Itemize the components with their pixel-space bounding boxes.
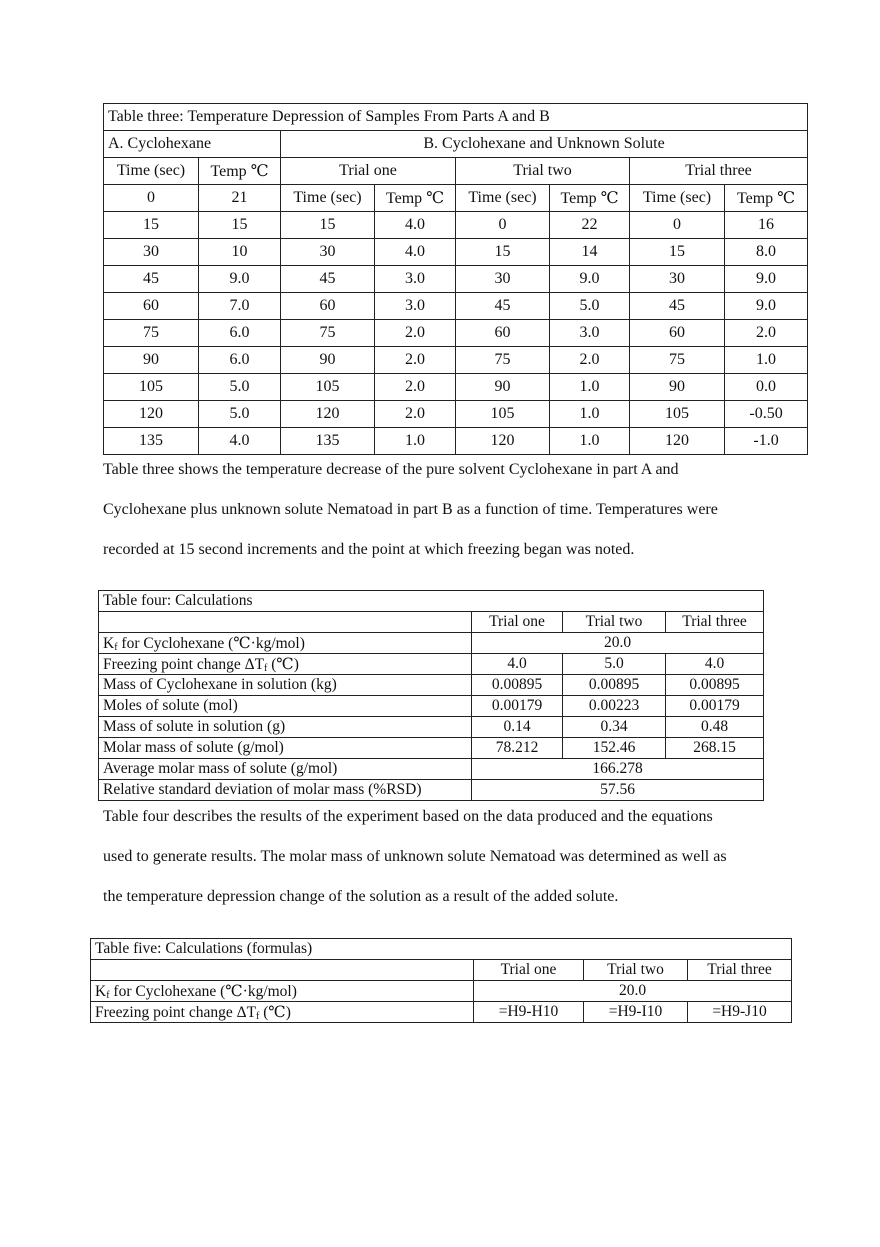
paragraph-line: used to generate results. The molar mass of unknown solute Nematoad was determined as well as bbox=[103, 848, 727, 865]
row-value: 152.46 bbox=[563, 738, 666, 759]
table-cell: 1.0 bbox=[550, 428, 630, 455]
table-cell: 45 bbox=[630, 293, 725, 320]
paragraph-table-four bbox=[103, 808, 793, 928]
table-row bbox=[104, 374, 808, 401]
table-three-title: Table three: Temperature Depression of Samples From Parts A and B bbox=[104, 104, 808, 131]
kf-label-rest: for Cyclohexane (℃·kg/mol) bbox=[109, 982, 297, 1000]
table-cell: -0.50 bbox=[725, 401, 808, 428]
paragraph-line: recorded at 15 second increments and the point at which freezing began was noted. bbox=[103, 541, 635, 558]
table-cell: 16 bbox=[725, 212, 808, 239]
table-cell: 60 bbox=[281, 293, 375, 320]
table-cell: 0.0 bbox=[725, 374, 808, 401]
table-cell: Temp ℃ bbox=[375, 185, 456, 212]
table-cell: 6.0 bbox=[199, 320, 281, 347]
trial-header: Trial two bbox=[456, 158, 630, 185]
rsd-label: Relative standard deviation of molar mass (%RSD) bbox=[99, 780, 472, 801]
table-cell: 90 bbox=[630, 374, 725, 401]
kf-value: 20.0 bbox=[472, 633, 764, 654]
paragraph-line: the temperature depression change of the solution as a result of the added solute. bbox=[103, 888, 619, 905]
formula-value: =H9-J10 bbox=[688, 1002, 792, 1023]
freezing-point-label bbox=[99, 654, 472, 675]
trial-header: Trial one bbox=[472, 612, 563, 633]
table-cell: 5.0 bbox=[550, 293, 630, 320]
kf-label bbox=[91, 981, 474, 1002]
table-cell: 60 bbox=[104, 293, 199, 320]
table-cell: Time (sec) bbox=[630, 185, 725, 212]
table-cell: 45 bbox=[281, 266, 375, 293]
table-cell: 3.0 bbox=[375, 266, 456, 293]
row-value: 78.212 bbox=[472, 738, 563, 759]
row-label: Molar mass of solute (g/mol) bbox=[99, 738, 472, 759]
table-three-body bbox=[104, 185, 808, 455]
table-cell: 2.0 bbox=[375, 320, 456, 347]
empty-cell bbox=[99, 612, 472, 633]
fp-value: 4.0 bbox=[472, 654, 563, 675]
kf-label-k: K bbox=[103, 634, 115, 652]
table-row bbox=[104, 239, 808, 266]
time-header: Time (sec) bbox=[104, 158, 199, 185]
table-row bbox=[104, 185, 808, 212]
fp-label-rest: (℃) bbox=[267, 655, 299, 673]
table-row bbox=[104, 293, 808, 320]
row-value: 0.00895 bbox=[666, 675, 764, 696]
table-cell: 2.0 bbox=[725, 320, 808, 347]
table-cell: 135 bbox=[281, 428, 375, 455]
table-row bbox=[104, 266, 808, 293]
table-cell: 9.0 bbox=[725, 293, 808, 320]
temp-header: Temp ℃ bbox=[199, 158, 281, 185]
trial-header: Trial three bbox=[688, 960, 792, 981]
table-four bbox=[98, 590, 764, 801]
fp-label-main: Freezing point change ΔT bbox=[103, 655, 265, 673]
table-cell: 135 bbox=[104, 428, 199, 455]
table-cell: 105 bbox=[104, 374, 199, 401]
fp-value: 5.0 bbox=[563, 654, 666, 675]
table-cell: 1.0 bbox=[550, 401, 630, 428]
formula-value: =H9-I10 bbox=[584, 1002, 688, 1023]
row-value: 268.15 bbox=[666, 738, 764, 759]
table-cell: 120 bbox=[630, 428, 725, 455]
table-cell: 2.0 bbox=[550, 347, 630, 374]
kf-label-sub: f bbox=[106, 989, 110, 1001]
table-cell: 45 bbox=[104, 266, 199, 293]
table-cell: 0 bbox=[456, 212, 550, 239]
table-cell: -1.0 bbox=[725, 428, 808, 455]
table-cell: 6.0 bbox=[199, 347, 281, 374]
table-row bbox=[104, 428, 808, 455]
table-cell: 105 bbox=[630, 401, 725, 428]
table-cell: 120 bbox=[281, 401, 375, 428]
table-cell: 90 bbox=[456, 374, 550, 401]
table-cell: 0 bbox=[630, 212, 725, 239]
table-cell: 14 bbox=[550, 239, 630, 266]
table-cell: 9.0 bbox=[199, 266, 281, 293]
table-row bbox=[104, 347, 808, 374]
table-cell: Time (sec) bbox=[281, 185, 375, 212]
table-cell: 8.0 bbox=[725, 239, 808, 266]
table-cell: 15 bbox=[199, 212, 281, 239]
table-cell: 30 bbox=[104, 239, 199, 266]
table-cell: 75 bbox=[630, 347, 725, 374]
table-cell: 22 bbox=[550, 212, 630, 239]
table-cell: 60 bbox=[456, 320, 550, 347]
table-cell: 75 bbox=[281, 320, 375, 347]
row-value: 0.00179 bbox=[472, 696, 563, 717]
empty-cell bbox=[91, 960, 474, 981]
table-cell: 75 bbox=[104, 320, 199, 347]
table-cell: 9.0 bbox=[725, 266, 808, 293]
part-a-header: A. Cyclohexane bbox=[104, 131, 281, 158]
table-five bbox=[90, 938, 792, 1023]
table-cell: Time (sec) bbox=[456, 185, 550, 212]
fp-label-sub: f bbox=[256, 1010, 260, 1022]
table-cell: 4.0 bbox=[375, 212, 456, 239]
row-value: 0.00895 bbox=[563, 675, 666, 696]
table-row bbox=[104, 320, 808, 347]
fp-label-main: Freezing point change ΔT bbox=[95, 1003, 257, 1021]
table-cell: 45 bbox=[456, 293, 550, 320]
table-cell: 105 bbox=[456, 401, 550, 428]
table-row bbox=[104, 212, 808, 239]
paragraph-line: Cyclohexane plus unknown solute Nematoad in part B as a function of time. Temperatures were bbox=[103, 501, 718, 518]
table-row bbox=[104, 401, 808, 428]
table-cell: 30 bbox=[281, 239, 375, 266]
kf-label-k: K bbox=[95, 982, 107, 1000]
table-four-title: Table four: Calculations bbox=[99, 591, 764, 612]
table-cell: Temp ℃ bbox=[550, 185, 630, 212]
table-cell: 9.0 bbox=[550, 266, 630, 293]
paragraph-line: Table three shows the temperature decrease of the pure solvent Cyclohexane in part A and bbox=[103, 461, 679, 478]
table-cell: 5.0 bbox=[199, 401, 281, 428]
fp-label-rest: (℃) bbox=[259, 1003, 291, 1021]
table-cell: 105 bbox=[281, 374, 375, 401]
table-cell: 7.0 bbox=[199, 293, 281, 320]
table-cell: 15 bbox=[281, 212, 375, 239]
row-value: 0.48 bbox=[666, 717, 764, 738]
table-cell: 3.0 bbox=[550, 320, 630, 347]
average-label: Average molar mass of solute (g/mol) bbox=[99, 759, 472, 780]
fp-label-sub: f bbox=[264, 662, 268, 674]
table-cell: 0 bbox=[104, 185, 199, 212]
table-cell: 1.0 bbox=[375, 428, 456, 455]
kf-label-sub: f bbox=[114, 641, 118, 653]
table-cell: 120 bbox=[104, 401, 199, 428]
table-three bbox=[103, 103, 808, 455]
kf-label-rest: for Cyclohexane (℃·kg/mol) bbox=[117, 634, 305, 652]
table-cell: 15 bbox=[456, 239, 550, 266]
table-cell: Temp ℃ bbox=[725, 185, 808, 212]
row-label: Mass of solute in solution (g) bbox=[99, 717, 472, 738]
table-cell: 4.0 bbox=[199, 428, 281, 455]
paragraph-line: Table four describes the results of the experiment based on the data produced and the equations bbox=[103, 808, 713, 825]
trial-header: Trial two bbox=[584, 960, 688, 981]
table-cell: 1.0 bbox=[550, 374, 630, 401]
kf-label bbox=[99, 633, 472, 654]
table-cell: 30 bbox=[630, 266, 725, 293]
table-cell: 4.0 bbox=[375, 239, 456, 266]
table-cell: 5.0 bbox=[199, 374, 281, 401]
table-five-title: Table five: Calculations (formulas) bbox=[91, 939, 792, 960]
trial-header: Trial three bbox=[666, 612, 764, 633]
row-value: 0.34 bbox=[563, 717, 666, 738]
row-label: Mass of Cyclohexane in solution (kg) bbox=[99, 675, 472, 696]
trial-header: Trial one bbox=[474, 960, 584, 981]
row-value: 0.00223 bbox=[563, 696, 666, 717]
table-cell: 15 bbox=[630, 239, 725, 266]
table-cell: 75 bbox=[456, 347, 550, 374]
table-cell: 1.0 bbox=[725, 347, 808, 374]
table-cell: 2.0 bbox=[375, 347, 456, 374]
paragraph-table-three bbox=[103, 461, 793, 581]
fp-value: 4.0 bbox=[666, 654, 764, 675]
row-value: 0.14 bbox=[472, 717, 563, 738]
table-cell: 90 bbox=[104, 347, 199, 374]
freezing-point-label bbox=[91, 1002, 474, 1023]
table-cell: 2.0 bbox=[375, 401, 456, 428]
trial-header: Trial three bbox=[630, 158, 808, 185]
part-b-header: B. Cyclohexane and Unknown Solute bbox=[281, 131, 808, 158]
table-cell: 2.0 bbox=[375, 374, 456, 401]
table-cell: 120 bbox=[456, 428, 550, 455]
rsd-value: 57.56 bbox=[472, 780, 764, 801]
table-cell: 3.0 bbox=[375, 293, 456, 320]
table-cell: 90 bbox=[281, 347, 375, 374]
kf-value: 20.0 bbox=[474, 981, 792, 1002]
formula-value: =H9-H10 bbox=[474, 1002, 584, 1023]
table-cell: 30 bbox=[456, 266, 550, 293]
row-label: Moles of solute (mol) bbox=[99, 696, 472, 717]
table-cell: 60 bbox=[630, 320, 725, 347]
table-cell: 21 bbox=[199, 185, 281, 212]
table-cell: 10 bbox=[199, 239, 281, 266]
trial-header: Trial two bbox=[563, 612, 666, 633]
trial-header: Trial one bbox=[281, 158, 456, 185]
row-value: 0.00895 bbox=[472, 675, 563, 696]
table-cell: 15 bbox=[104, 212, 199, 239]
row-value: 0.00179 bbox=[666, 696, 764, 717]
average-value: 166.278 bbox=[472, 759, 764, 780]
